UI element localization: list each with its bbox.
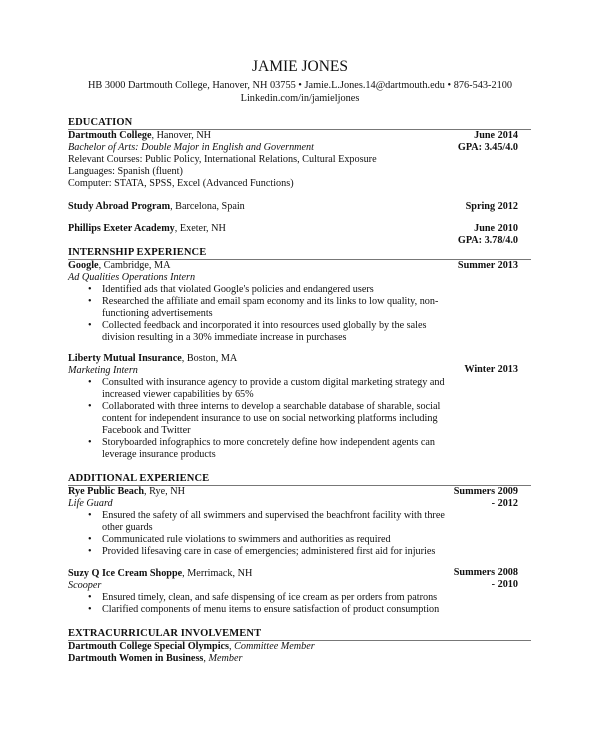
computer-skills: Computer: STATA, SPSS, Excel (Advanced Functions) (68, 178, 294, 189)
highschool-date (458, 223, 518, 247)
job-bullets (68, 592, 528, 616)
job-bullets (68, 377, 528, 461)
job-location: , Merrimack, NH (182, 568, 253, 579)
job-google (68, 260, 528, 344)
education-date (458, 130, 518, 154)
activity-role: Member (208, 653, 243, 664)
highschool-gpa: GPA: 3.78/4.0 (457, 235, 518, 246)
school-location: , Hanover, NH (151, 130, 212, 141)
job-date: Winter 2013 (464, 364, 518, 375)
contact-line-address: HB 3000 Dartmouth College, Hanover, NH 03755 • Jamie.L.Jones.14@dartmouth.edu • 876-543-2100 (87, 80, 513, 91)
relevant-courses: Relevant Courses: Public Policy, International Relations, Cultural Exposure (68, 154, 377, 165)
job-title: Life Guard (68, 498, 113, 509)
job-title: Scooper (68, 580, 102, 591)
education-gpa: GPA: 3.45/4.0 (457, 142, 518, 153)
job-title: Ad Qualities Operations Intern (68, 272, 196, 283)
bullet-item: • Storyboarded infographics to more concretely define how independent agents can leverage insurance products (68, 437, 452, 461)
activity-org: Dartmouth College Special Olympics (68, 641, 230, 652)
bullet-item: • Ensured timely, clean, and safe dispensing of ice cream as per orders from patrons (68, 592, 452, 604)
job-org: Liberty Mutual Insurance (68, 353, 182, 364)
internship-heading: INTERNSHIP EXPERIENCE (68, 247, 207, 258)
job-location: , Rye, NH (144, 486, 185, 497)
job-liberty-mutual (68, 353, 528, 461)
bullet-item: • Ensured the safety of all swimmers and supervised the beachfront facility with three other guards (68, 510, 452, 534)
job-org: Suzy Q Ice Cream Shoppe (68, 568, 183, 579)
job-bullets (68, 284, 528, 344)
contact-info (0, 79, 600, 105)
highschool-location: , Exeter, NH (174, 223, 226, 234)
bullet-item: • Clarified components of menu items to ensure satisfaction of product consumption (68, 604, 452, 616)
bullet-item: • Researched the affiliate and email spam economy and its links to low quality, non-functioning advertisements (68, 296, 452, 320)
extracurricular-list (68, 641, 528, 665)
contact-line-linkedin: Linkedin.com/in/jamieljones (240, 93, 360, 104)
job-date-end: - 2012 (491, 498, 518, 509)
job-date (454, 486, 518, 510)
degree: Bachelor of Arts: Double Major in English and Government (68, 142, 314, 153)
bullet-item: • Collaborated with three interns to develop a searchable database of sharable, social content for independent insurance to use on social networking platforms including Facebook and Twitter (68, 401, 452, 437)
school-name: Dartmouth College (68, 130, 152, 141)
abroad-date: Spring 2012 (465, 201, 518, 212)
job-date: Summer 2013 (457, 260, 518, 271)
abroad-location: , Barcelona, Spain (170, 201, 245, 212)
languages: Languages: Spanish (fluent) (68, 166, 183, 177)
job-date (454, 567, 518, 591)
extracurricular-item: Dartmouth Women in Business, Member (68, 653, 243, 664)
bullet-item: • Consulted with insurance agency to provide a custom digital marketing strategy and increased viewer capabilities by 65% (68, 377, 452, 401)
additional-heading: ADDITIONAL EXPERIENCE (68, 473, 210, 484)
job-date-start: Summers 2009 (453, 486, 518, 497)
education-date-text: June 2014 (474, 130, 518, 141)
extracurricular-item: Dartmouth College Special Olympics, Committee Member (68, 641, 315, 652)
job-org: Google (68, 260, 99, 271)
highschool-name: Phillips Exeter Academy (68, 223, 175, 234)
education-abroad (68, 201, 528, 213)
job-title: Marketing Intern (68, 365, 138, 376)
bullet-item: • Provided lifesaving care in case of emergencies; administered first aid for injuries (68, 546, 452, 558)
job-location: , Boston, MA (181, 353, 238, 364)
job-bullets (68, 510, 528, 558)
education-heading: EDUCATION (68, 117, 133, 128)
bullet-item: • Communicated rule violations to swimmers and authorities as required (68, 534, 452, 546)
abroad-name: Study Abroad Program (68, 201, 171, 212)
resume-name: JAMIE JONES (251, 58, 349, 75)
bullet-item: • Identified ads that violated Google's policies and endangered users (68, 284, 452, 296)
extracurricular-heading: EXTRACURRICULAR INVOLVEMENT (68, 628, 262, 639)
highschool-date-text: June 2010 (474, 223, 518, 234)
job-location: , Cambridge, MA (98, 260, 171, 271)
bullet-item: • Collected feedback and incorporated it into resources used globally by the sales division resulting in a 30% immediate increase in purchases (68, 320, 452, 344)
job-date-end: - 2010 (491, 579, 518, 590)
job-date-start: Summers 2008 (453, 567, 518, 578)
activity-org: Dartmouth Women in Business (68, 653, 204, 664)
activity-role: Committee Member (234, 641, 315, 652)
job-org: Rye Public Beach (68, 486, 145, 497)
